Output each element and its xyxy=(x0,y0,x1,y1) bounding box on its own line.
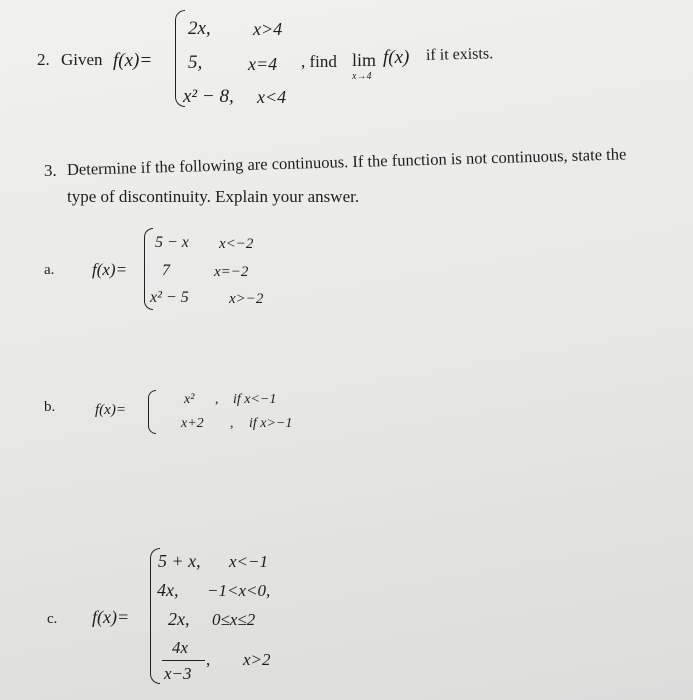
part-b-case-1-expr: x² xyxy=(184,392,195,407)
q2-case-3-expr: x² − 8, xyxy=(183,86,234,107)
part-a-case-1-expr: 5 − x xyxy=(155,234,189,251)
part-b-function-lhs: f(x)= xyxy=(95,402,126,418)
q3-number: 3. xyxy=(44,161,57,180)
q2-number: 2. xyxy=(37,50,50,69)
part-c-function-lhs: f(x)= xyxy=(92,607,130,627)
q2-case-1-cond: x>4 xyxy=(253,19,283,39)
part-c-fraction-numerator: 4x xyxy=(172,638,189,657)
part-c-case-2-cond: −1<x<0, xyxy=(207,581,271,600)
part-b-case-1-sep: , xyxy=(215,392,219,407)
q2-find-label: , find xyxy=(301,52,337,71)
q2-case-2-cond: x=4 xyxy=(248,54,278,74)
part-b-case-1-cond: if x<−1 xyxy=(233,392,277,407)
part-c-case-2-expr: 4x, xyxy=(157,580,179,600)
q2-limit-operator: lim xyxy=(352,50,377,70)
part-c-case-1-expr: 5 + x, xyxy=(158,551,201,571)
part-c-case-3-expr: 2x, xyxy=(168,609,190,629)
part-c-case-3-cond: 0≤x≤2 xyxy=(212,610,256,629)
q2-limit-function: f(x) xyxy=(383,47,410,68)
part-c-fraction-bar xyxy=(162,660,205,661)
part-a-case-3-cond: x>−2 xyxy=(229,291,264,307)
q2-case-3-cond: x<4 xyxy=(257,87,287,107)
part-c-case-1-cond: x<−1 xyxy=(229,552,268,571)
part-b-case-2-sep: , xyxy=(230,416,234,431)
part-a-case-3-expr: x² − 5 xyxy=(150,289,189,306)
q2-limit-subscript: x→4 xyxy=(352,71,372,82)
part-a-case-2-expr: 7 xyxy=(162,262,170,279)
part-c-label: c. xyxy=(47,611,58,627)
part-a-function-lhs: f(x)= xyxy=(92,260,128,279)
q3-instruction-line-2: type of discontinuity. Explain your answer. xyxy=(67,187,360,206)
part-a-case-1-cond: x<−2 xyxy=(219,236,254,252)
part-b-case-2-cond: if x>−1 xyxy=(249,416,293,431)
part-c-fraction-sep: , xyxy=(206,650,211,669)
part-b-piecewise-brace xyxy=(148,390,156,434)
part-a-label: a. xyxy=(44,262,55,278)
q2-case-1-expr: 2x, xyxy=(188,18,211,39)
q3-instruction-line-1: Determine if the following are continuous. If the function is not continuous, state the xyxy=(66,144,627,179)
q2-case-2-expr: 5, xyxy=(188,52,203,73)
q2-given-label: Given xyxy=(61,50,103,69)
part-c-case-4-cond: x>2 xyxy=(243,650,271,669)
part-b-label: b. xyxy=(44,399,56,415)
bleed-through-text xyxy=(30,95,670,125)
part-a-case-2-cond: x=−2 xyxy=(214,264,249,280)
part-b-case-2-expr: x+2 xyxy=(181,416,204,431)
q2-tail-text: if it exists. xyxy=(425,45,494,64)
part-c-fraction-denominator: x−3 xyxy=(164,664,192,683)
q2-function-lhs: f(x)= xyxy=(113,50,153,71)
